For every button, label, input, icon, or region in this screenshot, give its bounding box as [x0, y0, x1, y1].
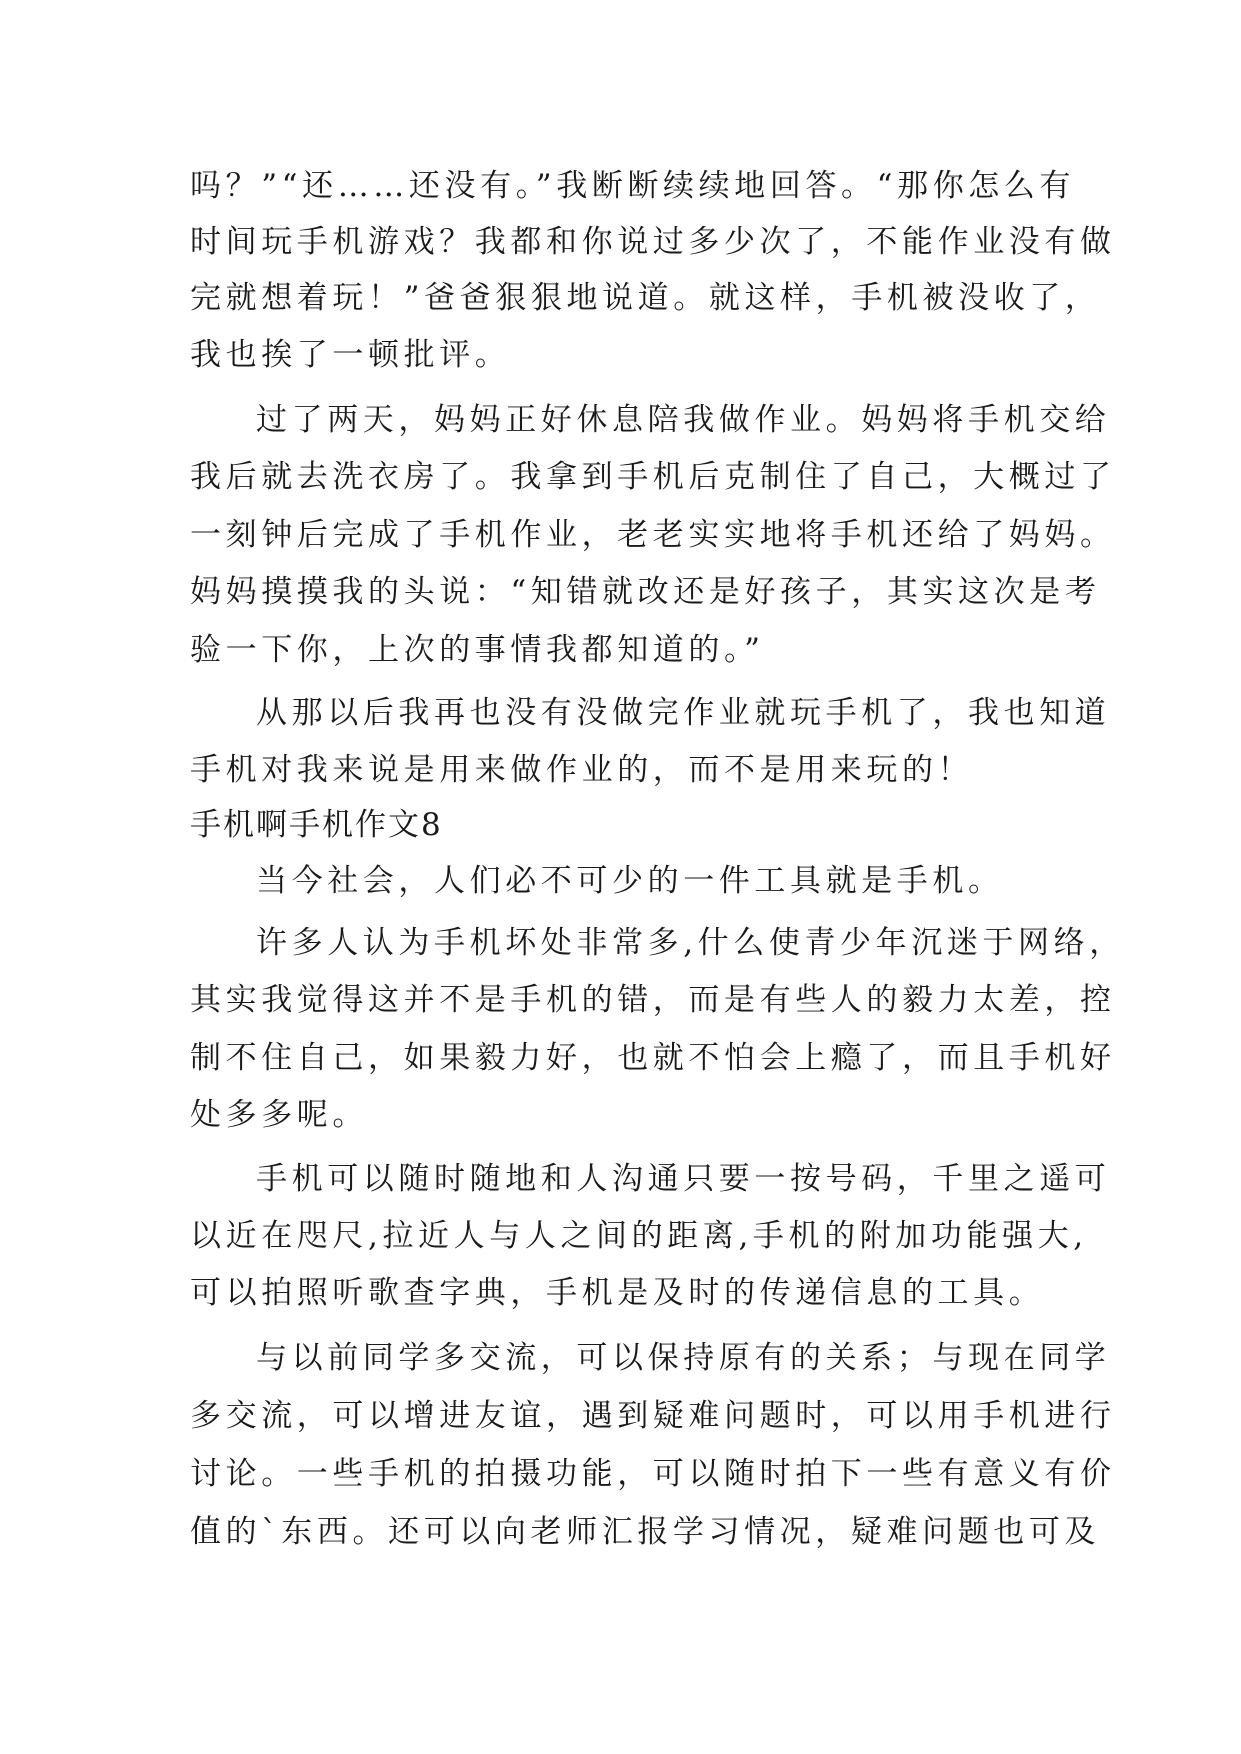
text-line: 时间玩手机游戏？我都和你说过多少次了，不能作业没有做: [190, 224, 1116, 260]
text-line: 值的`东西。还可以向老师汇报学习情况，疑难问题也可及: [190, 1514, 1101, 1550]
text-line: 制不住自己，如果毅力好，也就不怕会上瘾了，而且手机好: [190, 1040, 1116, 1076]
text-line: 我也挨了一顿批评。: [190, 337, 511, 373]
text-line: 手机对我来说是用来做作业的，而不是用来玩的！: [190, 752, 974, 788]
text-line: 以近在咫尺,拉近人与人之间的距离,手机的附加功能强大,: [190, 1218, 1088, 1254]
text-line: 多交流，可以增进友谊，遇到疑难问题时，可以用手机进行: [190, 1398, 1116, 1434]
text-line: 其实我觉得这并不是手机的错，而是有些人的毅力太差，控: [190, 982, 1116, 1018]
text-line: 讨论。一些手机的拍摄功能，可以随时拍下一些有意义有价: [190, 1456, 1116, 1492]
paragraph-start-line: 过了两天，妈妈正好休息陪我做作业。妈妈将手机交给: [256, 402, 1111, 438]
section-heading: 手机啊手机作文8: [190, 807, 443, 843]
text-line: 处多多呢。: [190, 1097, 368, 1133]
paragraph-start-line: 与以前同学多交流，可以保持原有的关系；与现在同学: [256, 1340, 1111, 1376]
text-line: 可以拍照听歌查字典，手机是及时的传递信息的工具。: [190, 1275, 1045, 1311]
paragraph-start-line: 许多人认为手机坏处非常多,什么使青少年沉迷于网络，: [256, 925, 1125, 961]
paragraph-start-line: 手机可以随时随地和人沟通只要一按号码，千里之遥可: [256, 1161, 1111, 1197]
paragraph-start-line: 从那以后我再也没有没做完作业就玩手机了，我也知道: [256, 695, 1111, 731]
paragraph-start-line: 当今社会，人们必不可少的一件工具就是手机。: [256, 863, 1004, 899]
text-line: 完就想着玩！”爸爸狠狠地说道。就这样，手机被没收了，: [190, 280, 1101, 316]
text-line: 我后就去洗衣房了。我拿到手机后克制住了自己，大概过了: [190, 459, 1116, 495]
text-line: 妈妈摸摸我的头说：“知错就改还是好孩子，其实这次是考: [190, 574, 1101, 610]
text-line: 一刻钟后完成了手机作业，老老实实地将手机还给了妈妈。: [190, 517, 1116, 553]
text-line: 吗？”“还……还没有。”我断断续续地回答。“那你怎么有: [190, 168, 1076, 204]
text-line: 验一下你，上次的事情我都知道的。”: [190, 632, 765, 668]
